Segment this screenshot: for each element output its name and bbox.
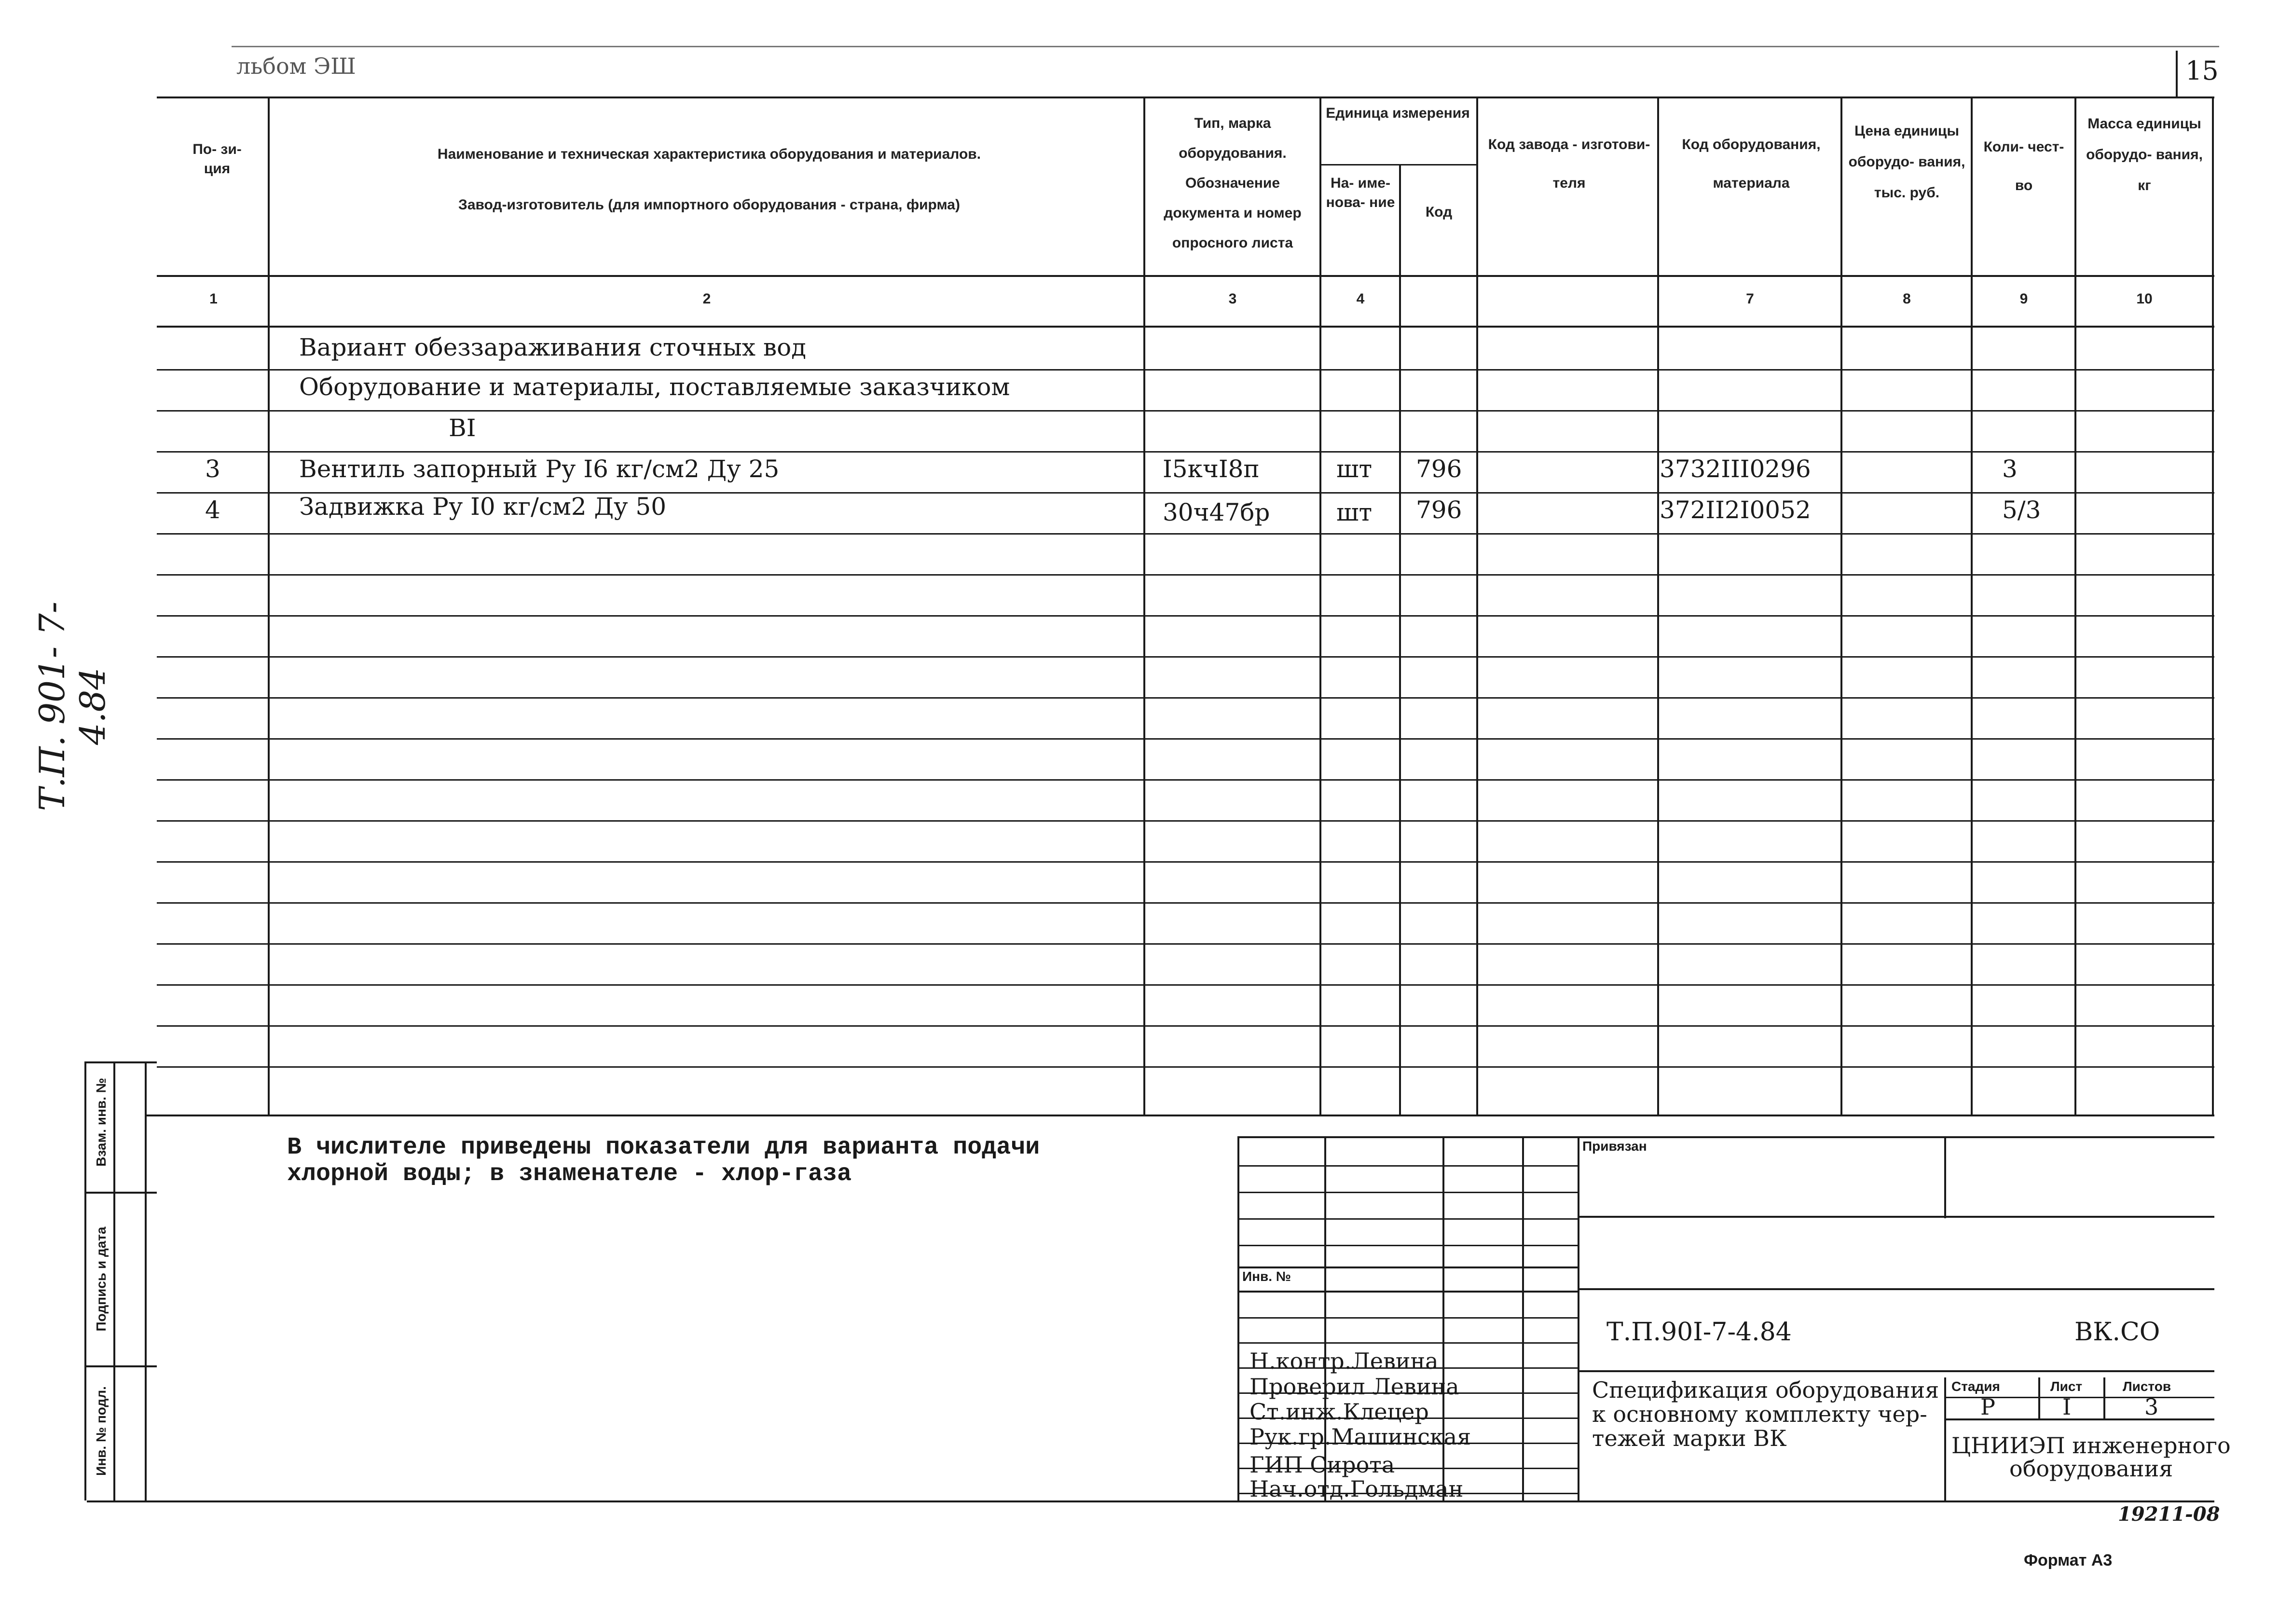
row-4-name: Вентиль запорный Ру I6 кг/см2 Ду 25 <box>299 455 780 483</box>
tb-row-rule <box>1237 1192 1578 1193</box>
col-header-price: Цена единицы оборудо- вания, тыс. руб. <box>1848 123 1965 201</box>
row-5-quantity: 5/3 <box>2002 496 2041 524</box>
tb-sheet-label: Лист <box>2050 1379 2083 1394</box>
row-rule <box>157 656 2214 658</box>
format-label: Формат А3 <box>2024 1551 2113 1569</box>
col-header-name-2: Завод-изготовитель (для импортного оборудования - страна, фирма) <box>458 197 960 213</box>
col-line-10 <box>2212 96 2214 1115</box>
col-header-unit-name: На- име- нова- ние <box>1326 175 1395 210</box>
row-4-position: 3 <box>205 455 220 483</box>
row-1-name: Вариант обеззараживания сточных вод <box>299 333 806 361</box>
left-stamp-inv-podl: Инв. № подл. <box>94 1386 109 1476</box>
tb-top <box>1237 1136 2214 1138</box>
tb-sheets-label: Листов <box>2123 1379 2171 1394</box>
row-rule <box>157 574 2214 576</box>
col-line-8 <box>1971 96 1973 1115</box>
col-header-mass: Масса единицы оборудо- вания, кг <box>2086 116 2203 193</box>
tb-col-d <box>1578 1136 1579 1500</box>
tb-stage-label: Стадия <box>1951 1379 2000 1394</box>
table-body-bottom <box>145 1115 2214 1116</box>
row-5-name: Задвижка Ру I0 кг/см2 Ду 50 <box>299 493 667 521</box>
side-stamp: Т.П. 901- 7-4.84 <box>32 601 113 812</box>
left-stamp-line-c <box>145 1061 147 1500</box>
col-header-type: Тип, марка оборудования. Обозначение документа и номер опросного листа <box>1164 115 1302 251</box>
row-3-name: BI <box>449 414 476 442</box>
tb-title-line-2: к основному комплекту чер- <box>1592 1401 1927 1427</box>
col-header-equipment-code: Код оборудования, материала <box>1682 137 1821 191</box>
table-top-line <box>157 96 2214 98</box>
tb-col-f <box>1944 1377 1946 1500</box>
col-line-4 <box>1399 164 1401 1115</box>
row-rule <box>157 451 2214 453</box>
frame-bottom-line <box>87 1500 2214 1502</box>
left-stamp-line-a <box>84 1061 86 1500</box>
tb-sheet: I <box>2062 1394 2072 1420</box>
left-stamp-vzam: Взам. инв. № <box>94 1078 109 1167</box>
sheet-number: 15 <box>2185 55 2219 86</box>
tb-signer-4: Рук.гр.Машинская <box>1249 1424 1471 1450</box>
row-rule <box>157 984 2214 986</box>
row-rule <box>157 533 2214 535</box>
colnum-1: 1 <box>209 291 218 307</box>
row-4-quantity: 3 <box>2002 455 2018 483</box>
row-rule <box>157 943 2214 945</box>
top-border <box>232 46 2219 47</box>
archive-number: 19211-08 <box>2118 1503 2220 1526</box>
col-header-name-1: Наименование и техническая характеристика оборудования и материалов. <box>437 146 981 162</box>
row-2-name: Оборудование и материалы, поставляемые заказчиком <box>299 373 1010 401</box>
tb-org-line-1: ЦНИИЭП инженерного <box>1951 1432 2231 1459</box>
unit-group-divider <box>1319 164 1476 165</box>
tb-signer-2: Проверил Левина <box>1249 1374 1459 1400</box>
row-5-code: 796 <box>1416 496 1462 524</box>
row-4-code: 796 <box>1416 455 1462 483</box>
tb-title-line-1: Спецификация оборудования <box>1592 1377 1939 1403</box>
tb-h2 <box>1578 1288 2214 1290</box>
row-5-equipment-code: 372II2I0052 <box>1660 496 1811 524</box>
row-rule <box>157 779 2214 781</box>
colnum-3: 3 <box>1228 291 1237 307</box>
row-rule <box>157 902 2214 904</box>
tb-signer-rule <box>1237 1342 1578 1344</box>
footnote-line-2: хлорной воды; в знаменателе - хлор-газа <box>287 1160 852 1188</box>
row-5-position: 4 <box>205 496 220 524</box>
row-rule <box>157 1025 2214 1027</box>
col-line-5 <box>1476 96 1478 1115</box>
col-header-position: По- зи- ция <box>192 141 242 177</box>
col-header-unit-group: Единица измерения <box>1326 105 1470 121</box>
tb-h1 <box>1578 1216 2214 1218</box>
col-line-2 <box>1143 96 1145 1115</box>
tb-col-e <box>1944 1136 1946 1218</box>
tb-signer-5: ГИП Сирота <box>1249 1452 1395 1478</box>
tb-row-rule <box>1237 1218 1578 1220</box>
row-4-type: I5кчI8п <box>1163 455 1260 483</box>
tb-stage: Р <box>1980 1394 1995 1420</box>
tb-inv-no: Инв. № <box>1242 1269 1291 1284</box>
col-line-9 <box>2074 96 2076 1115</box>
colnum-10: 10 <box>2136 291 2153 307</box>
colnum-2: 2 <box>702 291 711 307</box>
tb-signer-rule <box>1237 1317 1578 1319</box>
row-4-unit: шт <box>1336 455 1373 483</box>
left-stamp-line-b <box>113 1061 115 1500</box>
row-rule <box>157 697 2214 699</box>
tb-mark: ВК.СО <box>2074 1318 2160 1347</box>
sheet-number-divider <box>2176 51 2178 96</box>
row-rule <box>157 369 2214 371</box>
col-header-plant-code: Код завода - изготови- теля <box>1488 137 1650 191</box>
tb-row-rule <box>1237 1165 1578 1167</box>
row-rule <box>157 861 2214 863</box>
tb-signer-1: Н.контр.Левина <box>1249 1348 1439 1374</box>
tb-doc-code: Т.П.90I-7-4.84 <box>1606 1318 1792 1347</box>
row-5-unit: шт <box>1336 498 1373 526</box>
col-line-3 <box>1319 96 1321 1115</box>
colnum-8: 8 <box>1903 291 1911 307</box>
left-stamp-podpis: Подпись и дата <box>94 1226 109 1332</box>
footnote-line-1: В числителе приведены показатели для варианта подачи <box>287 1134 1040 1161</box>
colnum-bottom-line <box>157 326 2214 328</box>
row-rule <box>157 410 2214 412</box>
row-5-type: 30ч47бр <box>1163 498 1270 526</box>
tb-privyazan: Привязан <box>1582 1139 1647 1154</box>
tb-sheets: 3 <box>2144 1394 2159 1420</box>
col-line-7 <box>1840 96 1842 1115</box>
row-rule <box>157 615 2214 617</box>
tb-org-line-2: оборудования <box>2009 1456 2173 1482</box>
col-line-1 <box>268 96 270 1115</box>
row-rule <box>157 738 2214 740</box>
tb-row-rule <box>1237 1245 1578 1246</box>
col-header-unit-code: Код <box>1425 204 1453 220</box>
tb-title-line-3: тежей марки ВК <box>1592 1425 1787 1451</box>
col-header-quantity: Коли- чест- во <box>1983 139 2064 193</box>
row-rule <box>157 820 2214 822</box>
tb-h3 <box>1578 1370 2214 1372</box>
header-bottom-line <box>157 275 2214 277</box>
row-rule <box>157 1066 2214 1068</box>
tb-inv-line2 <box>1237 1291 1578 1293</box>
colnum-7: 7 <box>1746 291 1754 307</box>
tb-signer-6: Нач.отд.Гольдман <box>1249 1476 1464 1502</box>
album-label: льбом ЭШ <box>236 53 356 79</box>
colnum-9: 9 <box>2019 291 2028 307</box>
tb-inv-line <box>1237 1266 1578 1268</box>
col-line-6 <box>1657 96 1659 1115</box>
row-4-equipment-code: 3732III0296 <box>1660 455 1811 483</box>
tb-signer-3: Ст.инж.Клецер <box>1249 1399 1429 1425</box>
colnum-4: 4 <box>1356 291 1365 307</box>
